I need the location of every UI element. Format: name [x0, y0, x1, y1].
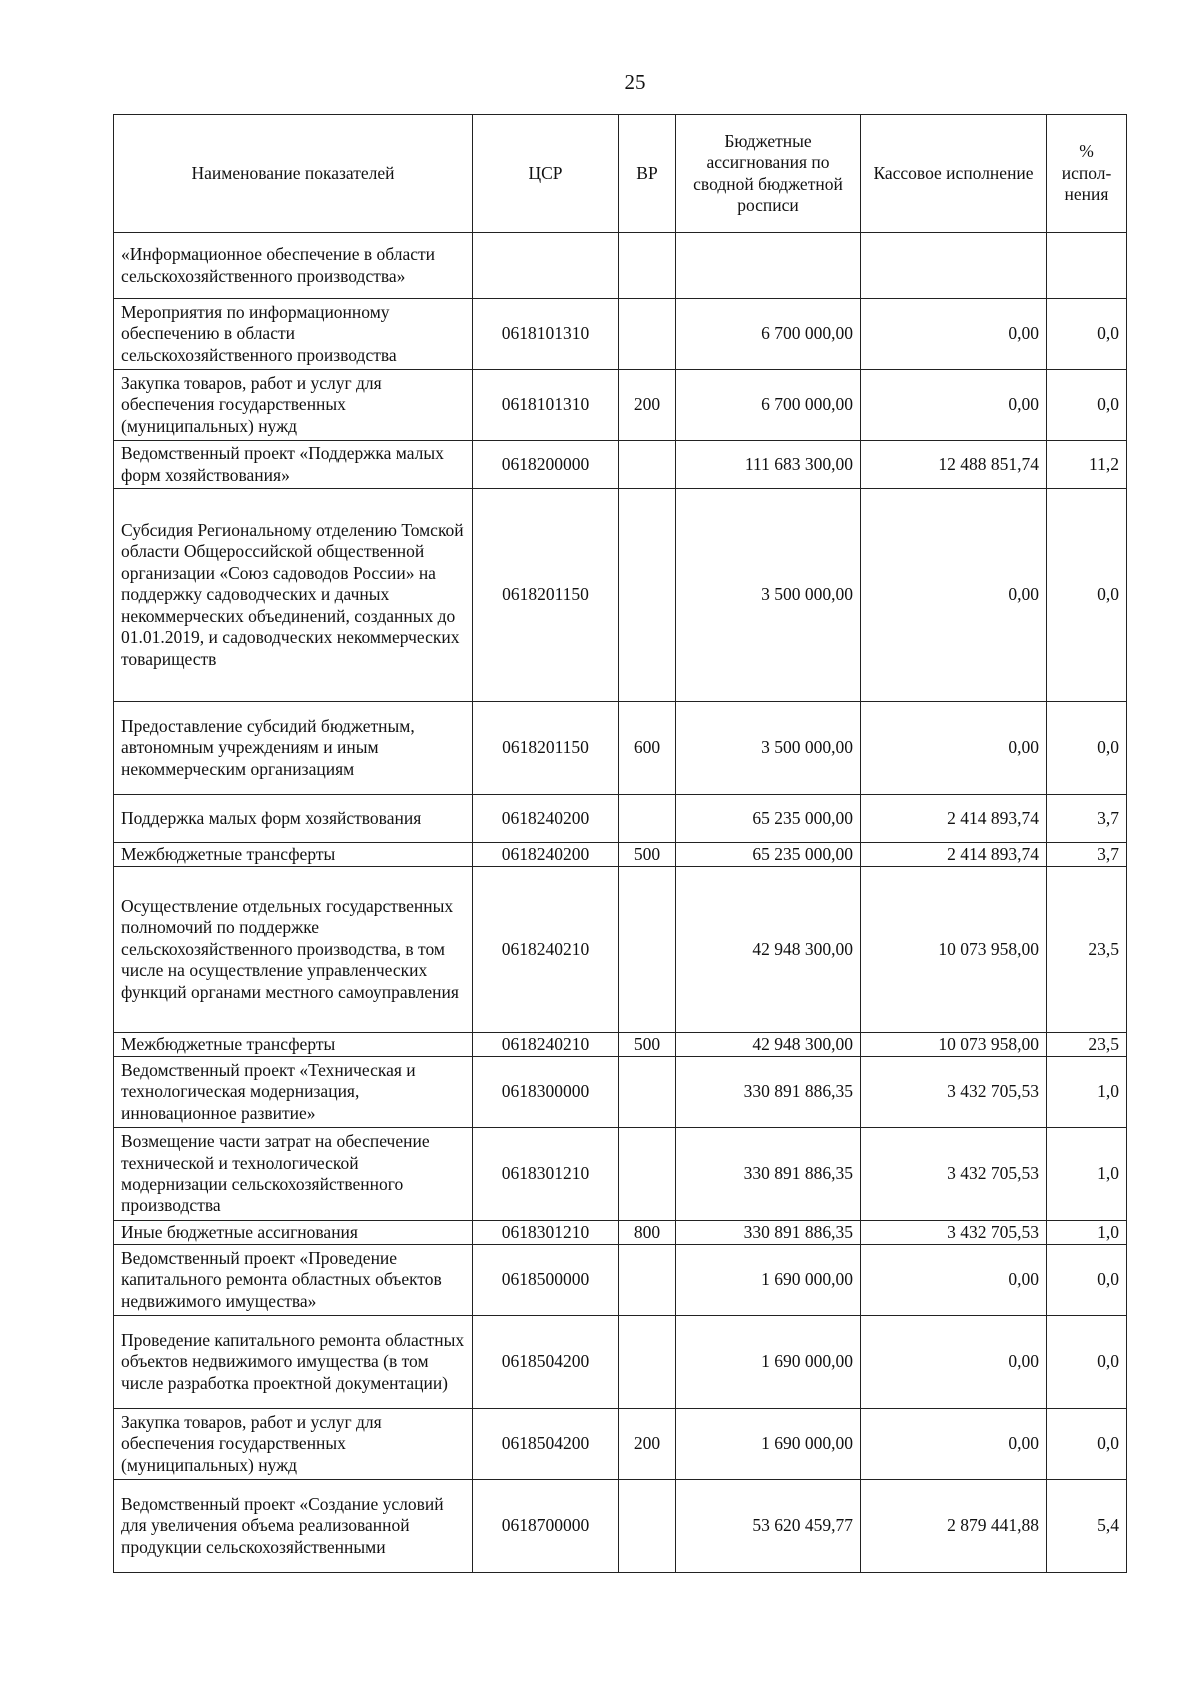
budget-allocation-cell: 111 683 300,00 [676, 441, 861, 489]
budget-allocation-cell: 6 700 000,00 [676, 370, 861, 441]
vr-cell [619, 299, 676, 370]
csr-cell: 0618240200 [473, 795, 619, 843]
table-row [114, 1245, 1127, 1316]
execution-percent-cell: 23,5 [1047, 867, 1127, 1033]
indicator-name-cell: Межбюджетные трансферты [114, 1033, 473, 1057]
vr-cell: 800 [619, 1221, 676, 1245]
indicator-name-cell: Ведомственный проект «Техническая и технологическая модернизация, инновационное развитие» [114, 1057, 473, 1128]
header-budget-allocations: Бюджетные ассигнования по сводной бюджетной росписи [676, 115, 861, 233]
budget-allocation-cell: 3 500 000,00 [676, 702, 861, 795]
csr-cell: 0618504200 [473, 1409, 619, 1480]
cash-execution-cell: 3 432 705,53 [861, 1128, 1047, 1221]
vr-cell [619, 795, 676, 843]
csr-cell: 0618240200 [473, 843, 619, 867]
execution-percent-cell: 0,0 [1047, 299, 1127, 370]
vr-cell [619, 441, 676, 489]
execution-percent-cell [1047, 233, 1127, 299]
cash-execution-cell: 3 432 705,53 [861, 1057, 1047, 1128]
cash-execution-cell: 0,00 [861, 370, 1047, 441]
table-row [114, 843, 1127, 867]
budget-allocation-cell: 1 690 000,00 [676, 1316, 861, 1409]
budget-allocation-cell: 1 690 000,00 [676, 1409, 861, 1480]
budget-allocation-cell: 42 948 300,00 [676, 867, 861, 1033]
header-row [114, 115, 1127, 233]
execution-percent-cell: 23,5 [1047, 1033, 1127, 1057]
table-row [114, 441, 1127, 489]
vr-cell: 500 [619, 1033, 676, 1057]
execution-percent-cell: 3,7 [1047, 795, 1127, 843]
csr-cell: 0618240210 [473, 867, 619, 1033]
cash-execution-cell: 0,00 [861, 489, 1047, 702]
table-row [114, 299, 1127, 370]
indicator-name-cell: Межбюджетные трансферты [114, 843, 473, 867]
csr-cell [473, 233, 619, 299]
indicator-name-cell: Субсидия Региональному отделению Томской области Общероссийской общественной организации «Союз садоводов России» на поддержку садоводческих и дачных некоммерческих объединений, созданных до 01.01.2019, и садоводческих некоммерческих товариществ [114, 489, 473, 702]
header-indicator-name: Наименование показателей [114, 115, 473, 233]
indicator-name-cell: Иные бюджетные ассигнования [114, 1221, 473, 1245]
csr-cell: 0618700000 [473, 1480, 619, 1573]
execution-percent-cell: 1,0 [1047, 1128, 1127, 1221]
vr-cell [619, 1480, 676, 1573]
indicator-name-cell: Осуществление отдельных государственных полномочий по поддержке сельскохозяйственного производства, в том числе на осуществление управленческих функций органами местного самоуправления [114, 867, 473, 1033]
budget-allocation-cell: 65 235 000,00 [676, 843, 861, 867]
vr-cell [619, 1245, 676, 1316]
table-row [114, 867, 1127, 1033]
table-body [114, 233, 1127, 1573]
cash-execution-cell: 0,00 [861, 1245, 1047, 1316]
header-vr: ВР [619, 115, 676, 233]
table-row [114, 1221, 1127, 1245]
vr-cell [619, 1316, 676, 1409]
vr-cell [619, 1057, 676, 1128]
header-execution-percent: % испол-нения [1047, 115, 1127, 233]
budget-allocation-cell [676, 233, 861, 299]
table-row [114, 370, 1127, 441]
cash-execution-cell: 3 432 705,53 [861, 1221, 1047, 1245]
vr-cell [619, 233, 676, 299]
vr-cell: 500 [619, 843, 676, 867]
table-row [114, 1316, 1127, 1409]
indicator-name-cell: Закупка товаров, работ и услуг для обеспечения государственных (муниципальных) нужд [114, 1409, 473, 1480]
execution-percent-cell: 0,0 [1047, 1409, 1127, 1480]
csr-cell: 0618500000 [473, 1245, 619, 1316]
budget-execution-table [113, 114, 1127, 1573]
execution-percent-cell: 3,7 [1047, 843, 1127, 867]
indicator-name-cell: Поддержка малых форм хозяйствования [114, 795, 473, 843]
header-csr: ЦСР [473, 115, 619, 233]
budget-allocation-cell: 53 620 459,77 [676, 1480, 861, 1573]
vr-cell [619, 1128, 676, 1221]
execution-percent-cell: 11,2 [1047, 441, 1127, 489]
vr-cell [619, 489, 676, 702]
csr-cell: 0618301210 [473, 1128, 619, 1221]
cash-execution-cell: 2 414 893,74 [861, 843, 1047, 867]
table-row [114, 1057, 1127, 1128]
indicator-name-cell: Предоставление субсидий бюджетным, автономным учреждениям и иным некоммерческим организациям [114, 702, 473, 795]
cash-execution-cell: 12 488 851,74 [861, 441, 1047, 489]
indicator-name-cell: Ведомственный проект «Создание условий для увеличения объема реализованной продукции сельскохозяйственными [114, 1480, 473, 1573]
csr-cell: 0618201150 [473, 702, 619, 795]
csr-cell: 0618200000 [473, 441, 619, 489]
execution-percent-cell: 0,0 [1047, 702, 1127, 795]
table-header [114, 115, 1127, 233]
page-number: 25 [624, 70, 646, 94]
csr-cell: 0618101310 [473, 370, 619, 441]
cash-execution-cell: 10 073 958,00 [861, 1033, 1047, 1057]
header-cash-execution: Кассовое исполнение [861, 115, 1047, 233]
vr-cell: 200 [619, 370, 676, 441]
table-row [114, 1033, 1127, 1057]
indicator-name-cell: Закупка товаров, работ и услуг для обеспечения государственных (муниципальных) нужд [114, 370, 473, 441]
cash-execution-cell: 0,00 [861, 702, 1047, 795]
budget-allocation-cell: 6 700 000,00 [676, 299, 861, 370]
cash-execution-cell: 2 879 441,88 [861, 1480, 1047, 1573]
execution-percent-cell: 0,0 [1047, 370, 1127, 441]
csr-cell: 0618240210 [473, 1033, 619, 1057]
cash-execution-cell: 0,00 [861, 299, 1047, 370]
table-row [114, 489, 1127, 702]
indicator-name-cell: Ведомственный проект «Поддержка малых форм хозяйствования» [114, 441, 473, 489]
indicator-name-cell: Проведение капитального ремонта областных объектов недвижимого имущества (в том числе разработка проектной документации) [114, 1316, 473, 1409]
csr-cell: 0618201150 [473, 489, 619, 702]
execution-percent-cell: 0,0 [1047, 489, 1127, 702]
execution-percent-cell: 0,0 [1047, 1316, 1127, 1409]
indicator-name-cell: Мероприятия по информационному обеспечению в области сельскохозяйственного производства [114, 299, 473, 370]
indicator-name-cell: «Информационное обеспечение в области сельскохозяйственного производства» [114, 233, 473, 299]
budget-allocation-cell: 65 235 000,00 [676, 795, 861, 843]
budget-allocation-cell: 330 891 886,35 [676, 1128, 861, 1221]
csr-cell: 0618301210 [473, 1221, 619, 1245]
table-row [114, 795, 1127, 843]
cash-execution-cell [861, 233, 1047, 299]
csr-cell: 0618101310 [473, 299, 619, 370]
budget-allocation-cell: 330 891 886,35 [676, 1221, 861, 1245]
budget-allocation-cell: 42 948 300,00 [676, 1033, 861, 1057]
table-row [114, 1480, 1127, 1573]
table-row [114, 1409, 1127, 1480]
cash-execution-cell: 0,00 [861, 1316, 1047, 1409]
cash-execution-cell: 0,00 [861, 1409, 1047, 1480]
vr-cell: 600 [619, 702, 676, 795]
budget-allocation-cell: 3 500 000,00 [676, 489, 861, 702]
vr-cell: 200 [619, 1409, 676, 1480]
table-row [114, 233, 1127, 299]
table-row [114, 702, 1127, 795]
table-row [114, 1128, 1127, 1221]
indicator-name-cell: Возмещение части затрат на обеспечение технической и технологической модернизации сельскохозяйственного производства [114, 1128, 473, 1221]
vr-cell [619, 867, 676, 1033]
budget-allocation-cell: 330 891 886,35 [676, 1057, 861, 1128]
cash-execution-cell: 10 073 958,00 [861, 867, 1047, 1033]
cash-execution-cell: 2 414 893,74 [861, 795, 1047, 843]
execution-percent-cell: 1,0 [1047, 1057, 1127, 1128]
indicator-name-cell: Ведомственный проект «Проведение капитального ремонта областных объектов недвижимого имущества» [114, 1245, 473, 1316]
execution-percent-cell: 0,0 [1047, 1245, 1127, 1316]
execution-percent-cell: 1,0 [1047, 1221, 1127, 1245]
csr-cell: 0618504200 [473, 1316, 619, 1409]
csr-cell: 0618300000 [473, 1057, 619, 1128]
budget-allocation-cell: 1 690 000,00 [676, 1245, 861, 1316]
execution-percent-cell: 5,4 [1047, 1480, 1127, 1573]
